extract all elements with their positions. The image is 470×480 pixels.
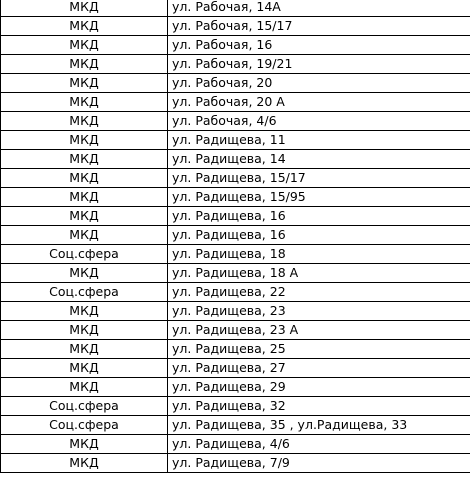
table-row bbox=[1, 169, 470, 188]
object-type-cell[interactable]: МКД bbox=[1, 112, 168, 131]
table-row bbox=[1, 359, 470, 378]
object-type-cell[interactable]: МКД bbox=[1, 74, 168, 93]
address-cell[interactable]: ул. Радищева, 32 bbox=[168, 397, 470, 416]
object-type-cell[interactable]: МКД bbox=[1, 378, 168, 397]
object-type-cell[interactable]: МКД bbox=[1, 93, 168, 112]
object-type-cell[interactable]: МКД bbox=[1, 454, 168, 473]
address-cell[interactable]: ул. Рабочая, 20 А bbox=[168, 93, 470, 112]
address-cell[interactable]: ул. Радищева, 22 bbox=[168, 283, 470, 302]
table-row bbox=[1, 454, 470, 473]
address-cell[interactable]: ул. Радищева, 7/9 bbox=[168, 454, 470, 473]
object-type-cell[interactable]: МКД bbox=[1, 17, 168, 36]
address-cell[interactable]: ул. Радищева, 16 bbox=[168, 226, 470, 245]
table-row bbox=[1, 0, 470, 17]
object-type-cell[interactable]: МКД bbox=[1, 340, 168, 359]
table-row bbox=[1, 397, 470, 416]
address-cell[interactable]: ул. Радищева, 15/95 bbox=[168, 188, 470, 207]
table-row bbox=[1, 226, 470, 245]
address-cell[interactable]: ул. Рабочая, 14А bbox=[168, 0, 470, 17]
object-type-cell[interactable]: Соц.сфера bbox=[1, 397, 168, 416]
address-cell[interactable]: ул. Рабочая, 16 bbox=[168, 36, 470, 55]
address-cell[interactable]: ул. Радищева, 27 bbox=[168, 359, 470, 378]
table-row bbox=[1, 302, 470, 321]
object-type-cell[interactable]: МКД bbox=[1, 359, 168, 378]
table-row bbox=[1, 17, 470, 36]
table-row bbox=[1, 283, 470, 302]
address-cell[interactable]: ул. Радищева, 18 А bbox=[168, 264, 470, 283]
table-row bbox=[1, 264, 470, 283]
address-cell[interactable]: ул. Радищева, 29 bbox=[168, 378, 470, 397]
object-type-cell[interactable]: МКД bbox=[1, 207, 168, 226]
table-row bbox=[1, 112, 470, 131]
address-cell[interactable]: ул. Рабочая, 15/17 bbox=[168, 17, 470, 36]
address-cell[interactable]: ул. Радищева, 23 А bbox=[168, 321, 470, 340]
object-type-cell[interactable]: МКД bbox=[1, 188, 168, 207]
address-cell[interactable]: ул. Радищева, 15/17 bbox=[168, 169, 470, 188]
table-row bbox=[1, 36, 470, 55]
object-type-cell[interactable]: МКД bbox=[1, 226, 168, 245]
address-cell[interactable]: ул. Радищева, 4/6 bbox=[168, 435, 470, 454]
address-cell[interactable]: ул. Радищева, 11 bbox=[168, 131, 470, 150]
object-type-cell[interactable]: МКД bbox=[1, 435, 168, 454]
table-row bbox=[1, 93, 470, 112]
object-type-cell[interactable]: МКД bbox=[1, 321, 168, 340]
object-type-cell[interactable]: МКД bbox=[1, 302, 168, 321]
address-cell[interactable]: ул. Радищева, 18 bbox=[168, 245, 470, 264]
object-type-cell[interactable]: МКД bbox=[1, 36, 168, 55]
object-type-cell[interactable]: МКД bbox=[1, 264, 168, 283]
table-row bbox=[1, 188, 470, 207]
address-cell[interactable]: ул. Радищева, 35 , ул.Радищева, 33 bbox=[168, 416, 470, 435]
table-row bbox=[1, 74, 470, 93]
object-type-cell[interactable]: МКД bbox=[1, 169, 168, 188]
address-cell[interactable]: ул. Радищева, 25 bbox=[168, 340, 470, 359]
table-row bbox=[1, 207, 470, 226]
object-type-cell[interactable]: Соц.сфера bbox=[1, 416, 168, 435]
address-cell[interactable]: ул. Радищева, 14 bbox=[168, 150, 470, 169]
table-row bbox=[1, 435, 470, 454]
address-cell[interactable]: ул. Рабочая, 20 bbox=[168, 74, 470, 93]
table-row bbox=[1, 340, 470, 359]
table-row bbox=[1, 321, 470, 340]
object-type-cell[interactable]: Соц.сфера bbox=[1, 283, 168, 302]
table-row bbox=[1, 378, 470, 397]
address-cell[interactable]: ул. Радищева, 23 bbox=[168, 302, 470, 321]
table-row bbox=[1, 150, 470, 169]
table-row bbox=[1, 55, 470, 74]
address-cell[interactable]: ул. Радищева, 16 bbox=[168, 207, 470, 226]
object-type-cell[interactable]: МКД bbox=[1, 150, 168, 169]
object-type-cell[interactable]: МКД bbox=[1, 0, 168, 17]
address-table-body bbox=[1, 0, 470, 473]
object-type-cell[interactable]: МКД bbox=[1, 131, 168, 150]
table-row bbox=[1, 131, 470, 150]
table-row bbox=[1, 416, 470, 435]
address-cell[interactable]: ул. Рабочая, 19/21 bbox=[168, 55, 470, 74]
address-cell[interactable]: ул. Рабочая, 4/6 bbox=[168, 112, 470, 131]
object-type-cell[interactable]: Соц.сфера bbox=[1, 245, 168, 264]
object-type-cell[interactable]: МКД bbox=[1, 55, 168, 74]
table-row bbox=[1, 245, 470, 264]
